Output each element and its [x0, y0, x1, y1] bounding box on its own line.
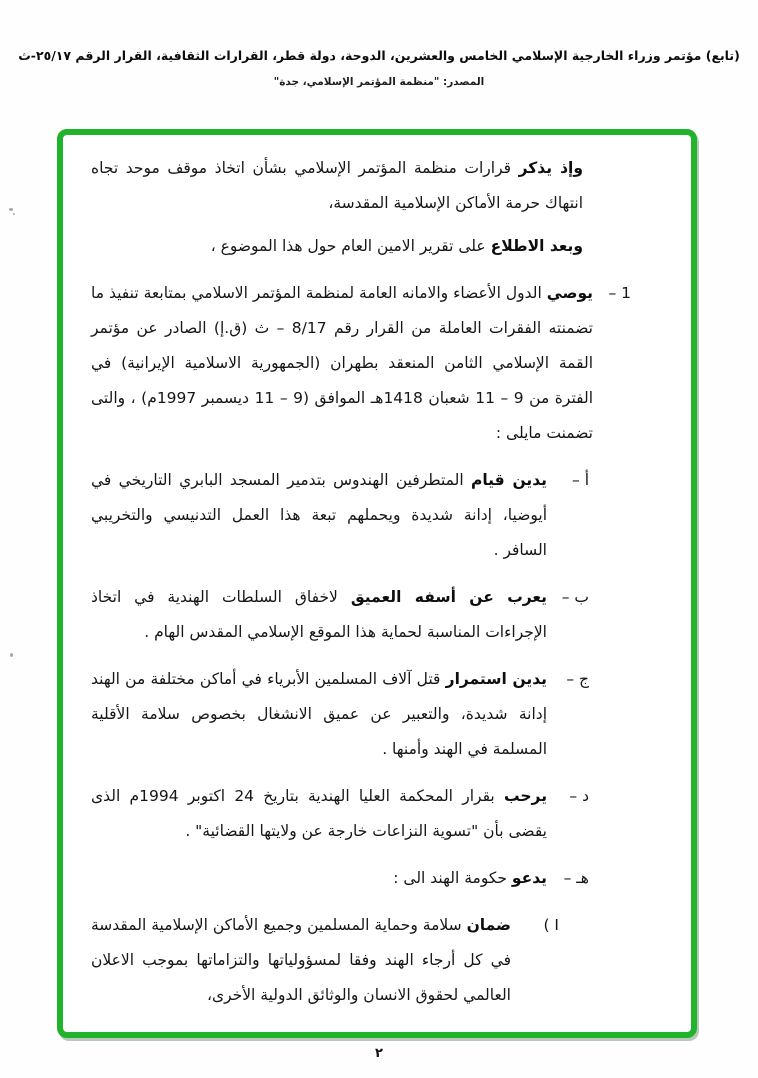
list-item-ba-lead: يعرب عن أسفه العميق	[350, 588, 547, 606]
list-item-ha	[91, 861, 589, 896]
list-item-ba	[91, 580, 589, 650]
list-marker-ba: ب –	[561, 588, 589, 606]
preamble-recalling	[91, 151, 583, 221]
list-item-1-lead: يوصي	[546, 284, 593, 302]
list-item-alif-text: المتطرفين الهندوس بتدمير المسجد البابري التاريخي في أيوضيا، إدانة شديدة ويحملهم تبعة هذا العمل التدنيسي والتخريبي السافر .	[91, 471, 547, 559]
scan-speck	[10, 653, 13, 657]
header-source: المصدر: "منظمة المؤتمر الإسلامي، جدة"	[273, 76, 485, 88]
list-marker-dal: د –	[569, 787, 589, 805]
list-item-dal-lead: يرحب	[503, 787, 548, 805]
list-marker-roman-1: ( I	[543, 916, 559, 934]
list-item-ha-body	[91, 861, 547, 896]
list-item-1-text: الدول الأعضاء والامانه العامة لمنظمة المؤتمر الاسلامي بمتابعة تنفيذ ما تضمنته الفقرات العاملة من القرار رقم 8/17 – ث (ق.إ) الصادر عن مؤتمر القمة الإسلامي الثامن المنعقد بطهران (الجمهورية الاسلامية الإيرانية) في الفترة من 9 – 11 شعبان 1418هـ الموافق (9 – 11 ديسمبر 1997م) ، والتى تضمنت مايلى :	[91, 284, 593, 442]
list-item-ba-text: لاخفاق السلطات الهندية في اتخاذ الإجراءات المناسبة لحماية هذا الموقع الإسلامي المقدس الهام .	[91, 588, 547, 641]
list-item-roman-1-lead: ضمان	[466, 916, 511, 934]
preamble-reviewed-text: على تقرير الامين العام حول هذا الموضوع ،	[210, 237, 491, 255]
list-marker-alif: أ –	[572, 471, 589, 489]
preamble-recalling-text: قرارات منظمة المؤتمر الإسلامي بشأن اتخاذ موقف موحد تجاه انتهاك حرمة الأماكن الإسلامية المقدسة،	[91, 159, 583, 212]
list-item-jim-lead: يدين استمرار	[445, 670, 547, 688]
list-item-dal-text: بقرار المحكمة العليا الهندية بتاريخ 24 اكتوبر 1994م الذى يقضى بأن "تسوية النزاعات خارجة عن ولايتها القضائية" .	[91, 787, 547, 840]
list-item-1-body	[91, 276, 593, 451]
list-marker-1: 1 –	[608, 284, 631, 302]
list-item-ha-text: حكومة الهند الى :	[393, 869, 512, 887]
list-item-alif	[91, 463, 589, 568]
preamble-reviewed-lead: وبعد الاطلاع	[490, 237, 583, 255]
page-number: ٢	[375, 1046, 383, 1061]
list-item-jim-text: قتل آلاف المسلمين الأبرياء في أماكن مختلفة من الهند إدانة شديدة، والتعبير عن عميق الانشغال بخصوص سلامة الأقلية المسلمة في الهند وأمنها .	[91, 670, 547, 758]
preamble-recalling-lead: وإذ يذكر	[518, 159, 583, 177]
list-item-alif-body	[91, 463, 547, 568]
list-item-dal	[91, 779, 589, 849]
list-item-1	[91, 276, 631, 451]
scan-speck	[13, 213, 15, 215]
list-item-ba-body	[91, 580, 547, 650]
list-item-roman-1-body	[91, 908, 511, 1013]
preamble-having-reviewed	[91, 229, 583, 264]
list-item-dal-body	[91, 779, 547, 849]
resolution-frame	[57, 129, 697, 1038]
scan-speck	[9, 208, 13, 211]
list-item-roman-1	[91, 908, 559, 1013]
header-title: (تابع) مؤتمر وزراء الخارجية الإسلامي الخامس والعشرين، الدوحة، دولة قطر، القرارات الثقافية، القرار الرقم ٢٥/١٧-ث	[18, 48, 740, 63]
list-item-alif-lead: يدين قيام	[471, 471, 547, 489]
list-item-ha-lead: يدعو	[511, 869, 547, 887]
list-marker-jim: ج –	[566, 670, 589, 688]
document-header	[0, 48, 758, 88]
resolution-text	[63, 135, 691, 1013]
list-item-jim-body	[91, 662, 547, 767]
list-marker-ha: هـ –	[563, 869, 589, 887]
list-item-jim	[91, 662, 589, 767]
list-item-roman-1-text: سلامة وحماية المسلمين وجميع الأماكن الإسلامية المقدسة في كل أرجاء الهند وفقا لمسؤولياتها والتزاماتها بموجب الاعلان العالمي لحقوق الانسان والوثائق الدولية الأخرى،	[91, 916, 511, 1004]
